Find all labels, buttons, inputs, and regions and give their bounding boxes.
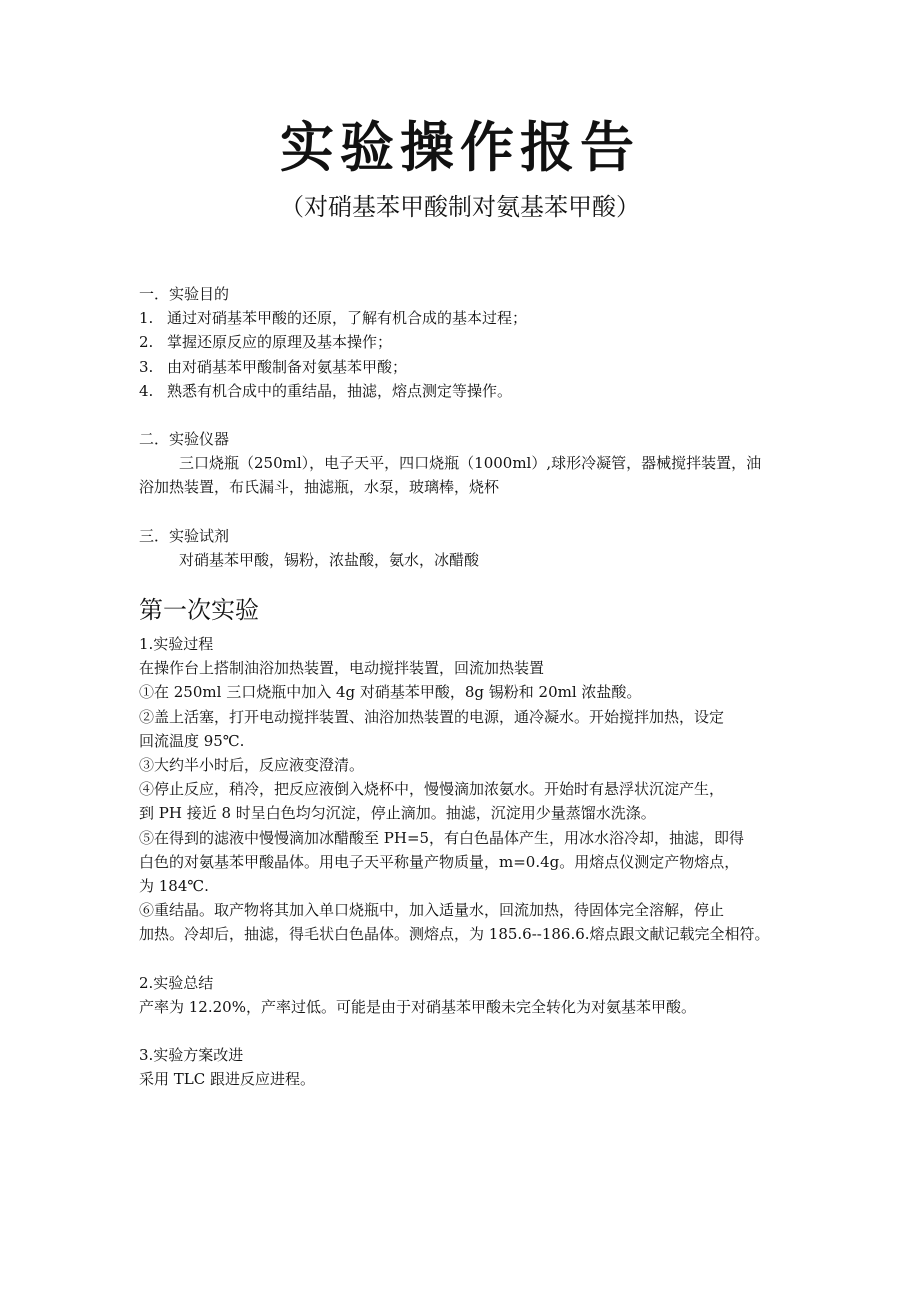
process-step: ②盖上活塞，打开电动搅拌装置、油浴加热装置的电源，通冷凝水。开始搅拌加热，设定 bbox=[139, 707, 725, 726]
purpose-heading: 一．实验目的 bbox=[139, 285, 230, 303]
improve-text: 采用 TLC 跟进反应进程。 bbox=[139, 1070, 315, 1089]
report-title: 实验操作报告 bbox=[280, 116, 640, 179]
process-step: ⑤在得到的滤液中慢慢滴加冰醋酸至 PH=5，有白色晶体产生，用冰水浴冷却，抽滤，即得 bbox=[139, 828, 745, 847]
instruments-line: 三口烧瓶（250ml），电子天平，四口烧瓶（1000ml）,球形冷凝管，器械搅拌装置，油 bbox=[179, 454, 762, 473]
summary-text: 产率为 12.20%，产率过低。可能是由于对硝基苯甲酸未完全转化为对氨基苯甲酸。 bbox=[139, 997, 696, 1016]
purpose-item bbox=[139, 306, 789, 330]
spacer bbox=[139, 947, 789, 971]
purpose-item bbox=[139, 330, 789, 354]
summary-heading: 2.实验总结 bbox=[139, 973, 214, 992]
process-step: 加热。冷却后，抽滤，得毛状白色晶体。测熔点，为 185.6--186.6.熔点跟文献记载完全相符。 bbox=[139, 925, 770, 944]
purpose-item-num: 4. bbox=[139, 381, 154, 400]
report-subtitle: （对硝基苯甲酸制对氨基苯甲酸） bbox=[280, 193, 640, 221]
purpose-item-text: 由对硝基苯甲酸制备对氨基苯甲酸； bbox=[167, 357, 408, 376]
process-setup: 在操作台上搭制油浴加热装置，电动搅拌装置，回流加热装置 bbox=[139, 659, 545, 678]
purpose-item-text: 熟悉有机合成中的重结晶，抽滤，熔点测定等操作。 bbox=[167, 381, 513, 400]
spacer bbox=[139, 1019, 789, 1043]
instruments-heading: 二．实验仪器 bbox=[139, 430, 230, 449]
purpose-item-num: 3. bbox=[139, 357, 154, 376]
purpose-item-num: 1. bbox=[139, 309, 154, 328]
spacer bbox=[139, 572, 789, 586]
purpose-item bbox=[139, 355, 789, 379]
purpose-item-text: 通过对硝基苯甲酸的还原，了解有机合成的基本过程； bbox=[167, 309, 528, 328]
process-step: 到 PH 接近 8 时呈白色均匀沉淀，停止滴加。抽滤，沉淀用少量蒸馏水洗涤。 bbox=[139, 804, 656, 823]
experiment-heading: 第一次实验 bbox=[139, 596, 259, 625]
process-step: 回流温度 95℃. bbox=[139, 731, 245, 750]
instruments-line: 浴加热装置，布氏漏斗，抽滤瓶，水泵，玻璃棒，烧杯 bbox=[139, 478, 500, 497]
process-step: ④停止反应，稍冷，把反应液倒入烧杯中，慢慢滴加浓氨水。开始时有悬浮状沉淀产生， bbox=[139, 780, 725, 799]
process-step: ③大约半小时后，反应液变澄清。 bbox=[139, 756, 365, 775]
report-body bbox=[139, 282, 789, 1091]
purpose-item-num: 2. bbox=[139, 333, 154, 352]
improve-heading: 3.实验方案改进 bbox=[139, 1046, 244, 1065]
spacer bbox=[139, 500, 789, 524]
process-step: ⑥重结晶。取产物将其加入单口烧瓶中，加入适量水，回流加热，待固体完全溶解，停止 bbox=[139, 901, 725, 920]
reagents-heading: 三．实验试剂 bbox=[139, 526, 230, 545]
process-heading: 1.实验过程 bbox=[139, 635, 214, 654]
process-step: 白色的对氨基苯甲酸晶体。用电子天平称量产物质量，m=0.4g。用熔点仪测定产物熔点， bbox=[139, 852, 740, 871]
reagents-line: 对硝基苯甲酸，锡粉，浓盐酸，氨水，冰醋酸 bbox=[179, 550, 480, 569]
spacer bbox=[139, 403, 789, 427]
purpose-item bbox=[139, 379, 789, 403]
purpose-item-text: 掌握还原反应的原理及基本操作； bbox=[167, 333, 393, 352]
process-step: ①在 250ml 三口烧瓶中加入 4g 对硝基苯甲酸，8g 锡粉和 20ml 浓盐酸。 bbox=[139, 683, 642, 702]
process-step: 为 184℃. bbox=[139, 877, 209, 896]
